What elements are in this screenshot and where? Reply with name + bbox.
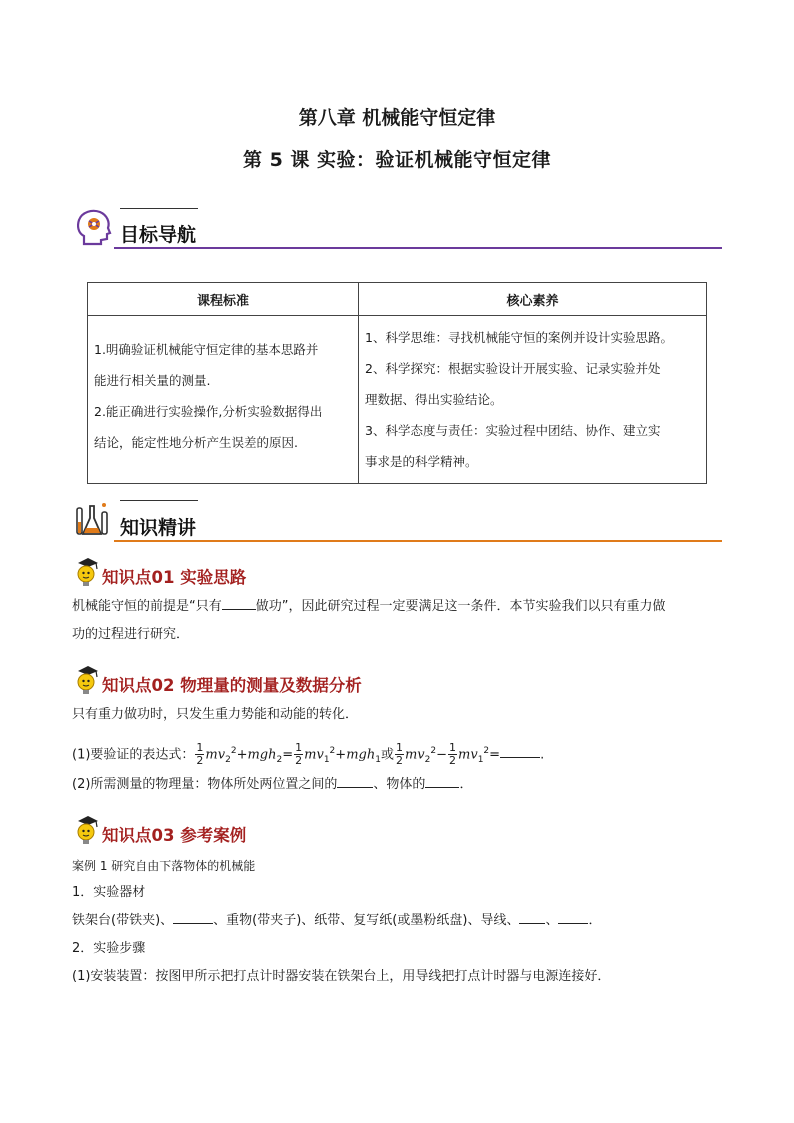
fill-blank[interactable] [519,909,545,924]
table-header-curriculum: 课程标准 [88,283,359,316]
fraction-half: $\frac{1}{2}$ [395,741,403,768]
lightbulb-graduate-icon [74,814,102,850]
kp1-text-line1: 机械能守恒的前提是“只有 做功”，因此研究过程一定要满足这一条件．本节实验我们以只有重力做 [72,594,666,620]
standards-table [87,282,707,484]
section-topline [120,208,198,209]
section-knowledge-header [74,500,724,540]
section-knowledge-title: 知识精讲 [120,517,197,539]
lightbulb-graduate-icon [74,664,102,700]
literacy-line: 3、科学态度与责任：实验过程中团结、协作、建立实 [365,423,661,438]
chapter-title: 第八章 机械能守恒定律 [298,107,496,129]
curriculum-line: 2.能正确进行实验操作,分析实验数据得出 [94,404,323,419]
literacy-line: 事求是的科学精神。 [365,454,478,469]
fill-blank[interactable] [222,595,256,610]
kp2-title: 知识点02 物理量的测量及数据分析 [102,676,362,695]
section-goals-header [74,208,724,248]
curriculum-line: 能进行相关量的测量. [94,373,211,388]
fraction-half: $\frac{1}{2}$ [196,741,204,768]
kp3-item1: 1．实验器材 [72,885,146,900]
curriculum-cell [88,316,359,484]
kp2-intro: 只有重力做功时，只发生重力势能和动能的转化． [72,707,359,722]
fill-blank[interactable] [558,909,588,924]
fill-blank[interactable] [425,773,459,788]
fill-blank[interactable] [337,773,373,788]
section-goals-title: 目标导航 [120,224,197,246]
brain-head-icon [74,208,112,248]
kp3-materials: 铁架台(带铁夹)、 、重物(带夹子)、纸带、复写纸(或墨粉纸盘)、导线、 、 ． [72,908,601,934]
section-topline [120,500,198,501]
literacy-cell [359,316,707,484]
kp2-equation-line: (1)要验证的表达式： $\frac{1}{2}$ $mv_2^2+mgh_2=$ $\frac{1}{2}$ $mv_1^2+mgh_1$或 $\frac{1}{2}$ $mv_2^2-$ $\frac{1}{2}$ $mv_1^2=$ . [72,741,545,768]
section-knowledge-rule [114,540,722,542]
literacy-line: 1、科学思维：寻找机械能守恒的案例并设计实验思路。 [365,330,673,345]
section-goals-rule [114,247,722,249]
literacy-line: 2、科学探究：根据实验设计开展实验、记录实验并处 [365,361,661,376]
kp2-measure-line: (2)所需测量的物理量：物体所处两位置之间的 、物体的 ． [72,772,472,798]
fraction-half: $\frac{1}{2}$ [449,741,457,768]
kp3-case1: 案例 1 研究自由下落物体的机械能 [72,859,256,873]
curriculum-line: 1.明确验证机械能守恒定律的基本思路并 [94,342,319,357]
kp1-text-line2: 功的过程进行研究． [72,627,190,642]
fraction-half: $\frac{1}{2}$ [295,741,303,768]
lightbulb-graduate-icon [74,556,102,592]
kp3-title: 知识点03 参考案例 [102,826,247,845]
kp3-item2: 2．实验步骤 [72,941,146,956]
kp1-title: 知识点01 实验思路 [102,568,247,587]
table-header-literacy: 核心素养 [359,283,707,316]
fill-blank[interactable] [500,743,540,758]
kp3-step1: (1)安装装置：按图甲所示把打点计时器安装在铁架台上，用导线把打点计时器与电源连接好． [72,969,611,984]
fill-blank[interactable] [173,909,213,924]
lab-flask-icon [74,500,112,540]
literacy-line: 理数据、得出实验结论。 [365,392,503,407]
lesson-title: 第 5 课 实验：验证机械能守恒定律 [242,149,552,171]
curriculum-line: 结论，能定性地分析产生误差的原因. [94,435,298,450]
